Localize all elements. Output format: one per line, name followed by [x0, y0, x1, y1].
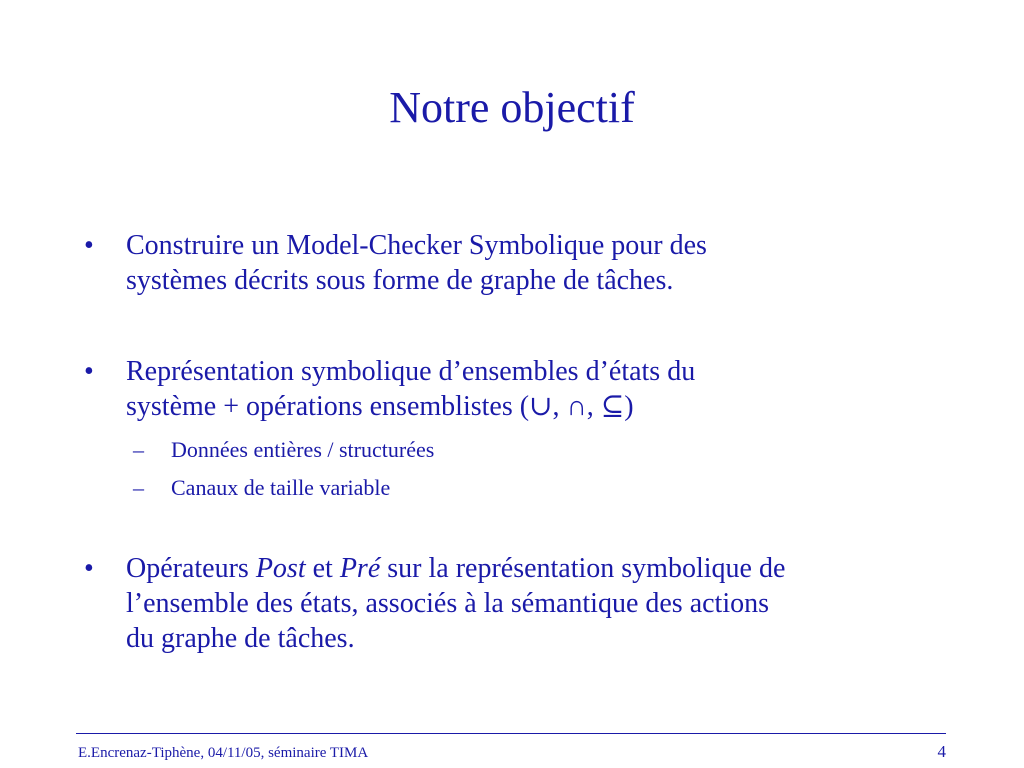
- bullet-line: du graphe de tâches.: [126, 623, 355, 654]
- bullet-item: [84, 228, 944, 298]
- bullet-item: [84, 354, 944, 424]
- pre-operator: Pré: [339, 553, 381, 584]
- page-number: 4: [937, 742, 946, 761]
- bullet-marker: •: [84, 356, 94, 387]
- bullet-line: l’ensemble des états, associés à la sémantique des actions: [126, 588, 770, 619]
- footer-divider: [76, 733, 946, 734]
- post-operator: Post: [255, 553, 306, 584]
- sub-item: [133, 474, 833, 502]
- bullet-line: [84, 551, 944, 586]
- bullet-text: et: [305, 553, 340, 584]
- sub-marker: –: [133, 437, 144, 462]
- footer-text: E.Encrenaz-Tiphène, 04/11/05, séminaire TIMA: [78, 745, 369, 761]
- bullet-line: Représentation symbolique d’ensembles d’états du: [126, 356, 696, 387]
- sub-item-text: Données entières / structurées: [171, 437, 435, 462]
- bullet-line: systèmes décrits sous forme de graphe de tâches.: [126, 265, 674, 296]
- bullet-marker: •: [84, 553, 94, 584]
- bullet-line: système + opérations ensemblistes (∪, ∩, ⊆): [126, 391, 634, 422]
- bullet-marker: •: [84, 230, 94, 261]
- slide-title: Notre objectif: [389, 83, 635, 132]
- bullet-line: Construire un Model-Checker Symbolique pour des: [126, 230, 707, 261]
- bullet-text: sur la représentation symbolique de: [380, 553, 786, 584]
- sub-marker: –: [133, 475, 144, 500]
- sub-item-text: Canaux de taille variable: [171, 475, 391, 500]
- bullet-item: [84, 551, 944, 656]
- bullet-text: Opérateurs: [126, 553, 256, 584]
- sub-item: [133, 436, 833, 464]
